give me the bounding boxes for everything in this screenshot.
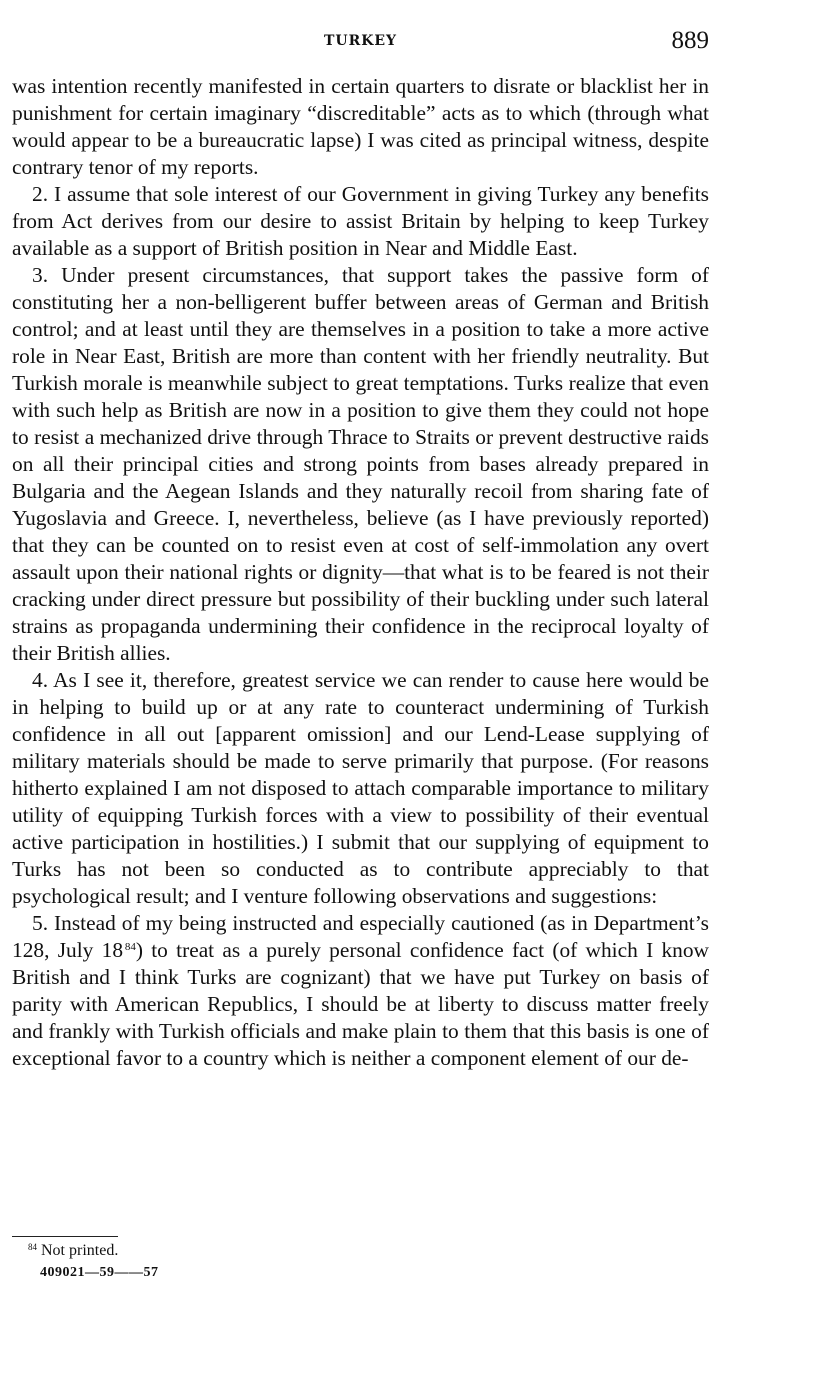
running-head: [12, 27, 709, 55]
body-text: [12, 73, 709, 1072]
paragraph-continued: was intention recently manifested in certain quarters to disrate or blacklist her in punishment for certain imaginary “discreditable” acts as to which (through what would appear to be a bureaucratic lapse) I was cited as principal witness, despite contrary tenor of my reports.: [12, 74, 709, 179]
footnote-mark: 84: [28, 1242, 37, 1252]
footnote-text: Not printed.: [41, 1242, 119, 1259]
footnote-rule: [12, 1236, 118, 1237]
page-number: 889: [671, 27, 709, 54]
footnote-reference: 84: [124, 941, 136, 953]
printer-code: 409021—59——57: [40, 1265, 159, 1280]
footnote: [28, 1241, 118, 1261]
paragraph-5-start: 5. Instead of my being instructed and especially cautioned (as in Department’s 128, July 18: [12, 911, 709, 962]
running-head-title: TURKEY: [323, 33, 398, 49]
paragraph-5-end: ) to treat as a purely personal confidence fact (of which I know British and I think Turks are cognizant) that we have put Turkey on basis of parity with American Republics, I should be at liberty to discuss matter freely and frankly with Turkish officials and make plain to them that this basis is one of exceptional favor to a country which is neither a component element of our de-: [12, 938, 709, 1070]
paragraph-3: 3. Under present circumstances, that support takes the passive form of constituting her a non-belligerent buffer between areas of German and British control; and at least until they are themselves in a position to take a more active role in Near East, British are more than content with her friendly neutrality. But Turkish morale is meanwhile subject to great temptations. Turks realize that even with such help as British are now in a position to give them they could not hope to resist a mechanized drive through Thrace to Straits or prevent destructive raids on all their principal cities and strong points from bases already prepared in Bulgaria and the Aegean Islands and they naturally recoil from sharing fate of Yugoslavia and Greece. I, nevertheless, believe (as I have previously reported) that they can be counted on to resist even at cost of self-immolation any overt assault upon their national rights or dignity—that what is to be feared is not their cracking under direct pressure but possibility of their buckling under such lateral strains as propaganda undermining their confidence in the reciprocal loyalty of their British allies.: [12, 263, 709, 665]
paragraph-5: [12, 910, 709, 1072]
paragraph-2: 2. I assume that sole interest of our Government in giving Turkey any benefits from Act derives from our desire to assist Britain by helping to keep Turkey available as a support of British position in Near and Middle East.: [12, 182, 709, 260]
paragraph-4: 4. As I see it, therefore, greatest service we can render to cause here would be in helping to build up or at any rate to counteract undermining of Turkish confidence in all out [apparent omission] and our Lend-Lease supplying of military materials should be made to serve primarily that purpose. (For reasons hitherto explained I am not disposed to attach comparable importance to military utility of equipping Turkish forces with a view to possibility of their eventual active participation in hostilities.) I submit that our supplying of equipment to Turks has not been so conducted as to contribute appreciably to that psychological result; and I venture following observations and suggestions:: [12, 668, 709, 908]
